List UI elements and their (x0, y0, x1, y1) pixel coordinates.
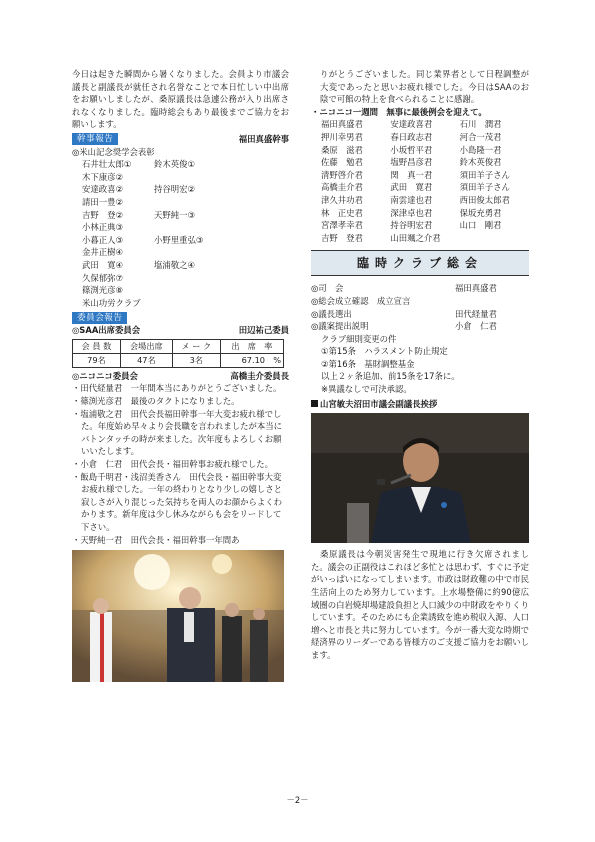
niko-item-name: ・田代経量君 (72, 383, 123, 394)
niko-item-name: ・小倉 仁君 (72, 459, 123, 470)
niko-title: ◎ニコニコ委員会 (72, 370, 138, 381)
member-name: 押川幸男君 (321, 131, 363, 142)
member-name: 津久井功君 (321, 194, 363, 205)
member-name: 木下康彦② (82, 171, 124, 182)
agenda-item-person: 小倉 仁君 (455, 321, 497, 332)
member-name: 鈴木英俊君 (459, 157, 502, 168)
niko-week-row (321, 181, 529, 194)
member-name: 桑原 滋君 (321, 144, 363, 155)
member-name: 持谷明宏② (154, 184, 196, 195)
niko-week-row (321, 156, 529, 169)
niko-item (72, 534, 289, 547)
speaker-photo-image (311, 413, 529, 543)
member-name: 金井正樹④ (82, 247, 124, 258)
member-name: 安達政喜② (82, 184, 124, 195)
member-name: 南雲達也君 (390, 194, 433, 205)
party-photo (72, 550, 289, 682)
niko-item-text: 一年間本当にありがとうございました。 (130, 383, 282, 394)
right-column (311, 68, 529, 662)
agenda-item (311, 308, 529, 321)
member-name: 石川 潤君 (459, 119, 502, 130)
name-row (82, 284, 289, 297)
saa-header (72, 324, 289, 337)
table-header-cell: 会場出席 (120, 339, 172, 353)
name-row (82, 183, 289, 208)
member-name: 持谷明宏君 (390, 220, 433, 231)
member-name: 林 正史君 (321, 207, 363, 218)
agenda-item (311, 282, 529, 295)
member-name: 深津卓也君 (390, 207, 433, 218)
member-name: 小野里重弘③ (154, 234, 204, 245)
member-name: 吉野 登君 (321, 232, 363, 243)
agenda-item-person (455, 295, 529, 308)
niko-list (72, 382, 289, 546)
member-name: 河合一茂君 (459, 131, 502, 142)
table-row (73, 353, 284, 367)
saa-person: 田辺祐己委員 (238, 325, 289, 336)
niko-item-text: 最後のタクトになりました。 (130, 396, 240, 407)
agenda-item (311, 295, 529, 308)
member-name: 米山功労クラブ (82, 297, 141, 308)
name-row (82, 259, 289, 284)
agenda-item-person: 福田真盛君 (455, 283, 497, 294)
agenda-detail: ①第15条 ハラスメント防止規定 (321, 346, 448, 357)
niko-item-text: 田代会長・福田幹事一年間あ (130, 534, 240, 545)
greeting-header (311, 398, 529, 411)
member-name: 山口 剛君 (459, 220, 502, 231)
yoneyama-names (72, 158, 289, 309)
member-name: 小島隆一君 (459, 144, 502, 155)
niko-item-text: 田代会長福田幹事一年大変お疲れ様でした。年度始め早々より会長職を言われましたが本当にバトンタッチの時が来ました。次年度もよろしくお願いいたします。 (81, 408, 282, 457)
niko-item (72, 471, 289, 534)
member-name: 小暮正人③ (82, 234, 124, 245)
niko-week-list (311, 118, 529, 244)
member-name: 佐藤 勉君 (321, 157, 363, 168)
niko-week-row (321, 118, 529, 131)
member-name: 請田一豊② (82, 196, 124, 207)
agenda-item (311, 320, 529, 333)
table-cell: 67.10 % (220, 353, 283, 367)
yoneyama-subtitle: ◎米山記念奨学会表彰 (72, 146, 155, 157)
niko-continued-text: りがとうございました。同じ業界者として日程調整が大変であったと思いお疲れ様でした。今日はSAAのお陰で可館の特上を食べられることに感謝。 (320, 69, 529, 105)
square-bullet-icon (311, 400, 318, 407)
party-photo-image (72, 550, 284, 682)
niko-item-name: ・篠渕光彦君 (72, 396, 123, 407)
agenda-item-label: ◎総会成立確認 成立宣言 (311, 295, 411, 306)
attendance-table (72, 339, 284, 368)
kanji-report-header (72, 133, 289, 146)
niko-week-row (321, 144, 529, 157)
niko-header (72, 370, 289, 383)
niko-week-row (321, 207, 529, 220)
name-row (82, 297, 289, 310)
agenda-detail: ※異議なしで可決承認。 (321, 384, 412, 395)
member-name: 石井壮太郎① (82, 159, 132, 170)
niko-item (72, 382, 289, 395)
agenda-item-person: 田代経量君 (455, 308, 497, 319)
niko-week-title: ・ニコニコ一週間 無事に最後例会を迎えて。 (311, 106, 487, 117)
table-cell: 47名 (120, 353, 172, 367)
member-name (460, 232, 529, 245)
left-column (72, 68, 289, 682)
niko-week-row (321, 131, 529, 144)
agenda-detail: 以上２ヶ条追加、前15条を17条に。 (321, 371, 460, 382)
member-name: 天野純一③ (154, 209, 196, 220)
kanji-report-tag: 幹事報告 (72, 133, 118, 145)
niko-person: 高橋圭介委員長 (230, 370, 289, 381)
page-number: －2－ (286, 795, 309, 805)
greeting-text: 桑原議長は今朝災害発生で現地に行き欠席されました。議会の正副役はこれほど多忙とは思わず、すぐに予定がいっぱいになってしまいます。市政は財政難の中で市民生活向上のため努力しています。上水場整備に約90億広域圏の白岩焼却場建設負担と人口減少の中財政をやりくりしています。そのためにも企業誘致を進め税収入源、人口増へと市長と共に努力しています。今が一番大変な時期で経済界のリーダーである皆様方のご支援ご協力をお願いします。 (311, 549, 529, 660)
table-header-cell: 出 席 率 (220, 339, 283, 353)
table-header-cell: 会 員 数 (73, 339, 121, 353)
member-name: 武田 寛君 (390, 182, 433, 193)
member-name: 久保郁弥⑦ (82, 272, 124, 283)
kanji-report-person: 福田真盛幹事 (238, 133, 289, 144)
niko-week-row (321, 169, 529, 182)
member-name: 篠渕光彦⑧ (82, 285, 124, 296)
member-name: 清野啓介君 (321, 169, 363, 180)
table-header-cell: メ ー ク (172, 339, 220, 353)
member-name: 小坂哲平君 (390, 144, 433, 155)
extra-meeting-items (311, 282, 529, 332)
table-header-row (73, 339, 284, 353)
extra-meeting-title: 臨時クラブ総会 (311, 250, 529, 276)
niko-item-name: ・飯島千明君・浅沼美香さん (72, 471, 181, 482)
member-name: 武田 寛④ (82, 259, 124, 270)
member-name: 吉野 登② (82, 209, 124, 220)
niko-week-row (321, 194, 529, 207)
niko-item-text: 田代会長・福田幹事お疲れ様でした。 (130, 459, 273, 470)
niko-item (72, 458, 289, 471)
agenda-detail: ②第16条 基財調整基金 (321, 358, 415, 369)
niko-week-row (321, 232, 529, 245)
saa-title: ◎SAA出席委員会 (72, 325, 141, 336)
member-name: 小林正典③ (82, 222, 124, 233)
name-row (82, 209, 289, 234)
committee-tag: 委員会報告 (72, 312, 127, 324)
niko-item-name: ・塩浦敬之君 (72, 408, 123, 419)
member-name: 福田真盛君 (321, 119, 363, 130)
member-name: 保坂充勇君 (459, 207, 502, 218)
member-name: 鈴木英俊① (154, 159, 196, 170)
name-row (82, 234, 289, 259)
table-cell: 79名 (73, 353, 121, 367)
niko-item-text: 田代会長・福田幹事大変お疲れ様でした。一年の終わりとなり少しの嬉しさと寂しさが入り混じった気持ちを両人のお顔からよくわかります。新年度は少し休みながらも会をリードして下さい。 (81, 471, 282, 532)
greeting-title: 山宮敏夫沼田市議会副議長挨拶 (320, 398, 438, 409)
niko-item-name: ・天野純一君 (72, 534, 123, 545)
committee-header (72, 312, 289, 324)
niko-item (72, 395, 289, 408)
member-name: 山田颯之介君 (390, 232, 441, 243)
name-row (82, 158, 289, 183)
agenda-item-label: ◎議長選出 (311, 308, 352, 319)
member-name: 塩野昌彦君 (390, 157, 433, 168)
niko-week-row (321, 219, 529, 232)
speaker-photo (311, 413, 529, 543)
member-name: 高橋圭介君 (321, 182, 363, 193)
member-name: 春日政志君 (390, 131, 433, 142)
agenda-item-label: ◎議案提出説明 (311, 321, 369, 332)
member-name: 須田羊子さん (459, 169, 510, 180)
extra-meeting-details (311, 333, 529, 396)
table-cell: 3名 (172, 353, 220, 367)
member-name: 塩浦敬之④ (154, 259, 196, 270)
member-name: 宮澤孝幸君 (321, 220, 363, 231)
niko-item (72, 408, 289, 458)
member-name: 関 真一君 (390, 169, 433, 180)
member-name: 須田羊子さん (459, 182, 510, 193)
agenda-item-label: ◎司 会 (311, 283, 344, 294)
intro-text: 今日は起きた瞬間から暑くなりました。会員より市議会議長と副議長が就任され名誉なことで本日忙しい中出席をお願いしましたが、桑原議長は急遽公務が入り出席されなくなりました。臨時総会もあり最後までご協力をお願いします。 (72, 69, 289, 130)
agenda-detail: クラブ細則変更の件 (321, 333, 397, 344)
member-name: 安達政喜君 (390, 119, 433, 130)
member-name: 西田俊太郎君 (459, 194, 510, 205)
